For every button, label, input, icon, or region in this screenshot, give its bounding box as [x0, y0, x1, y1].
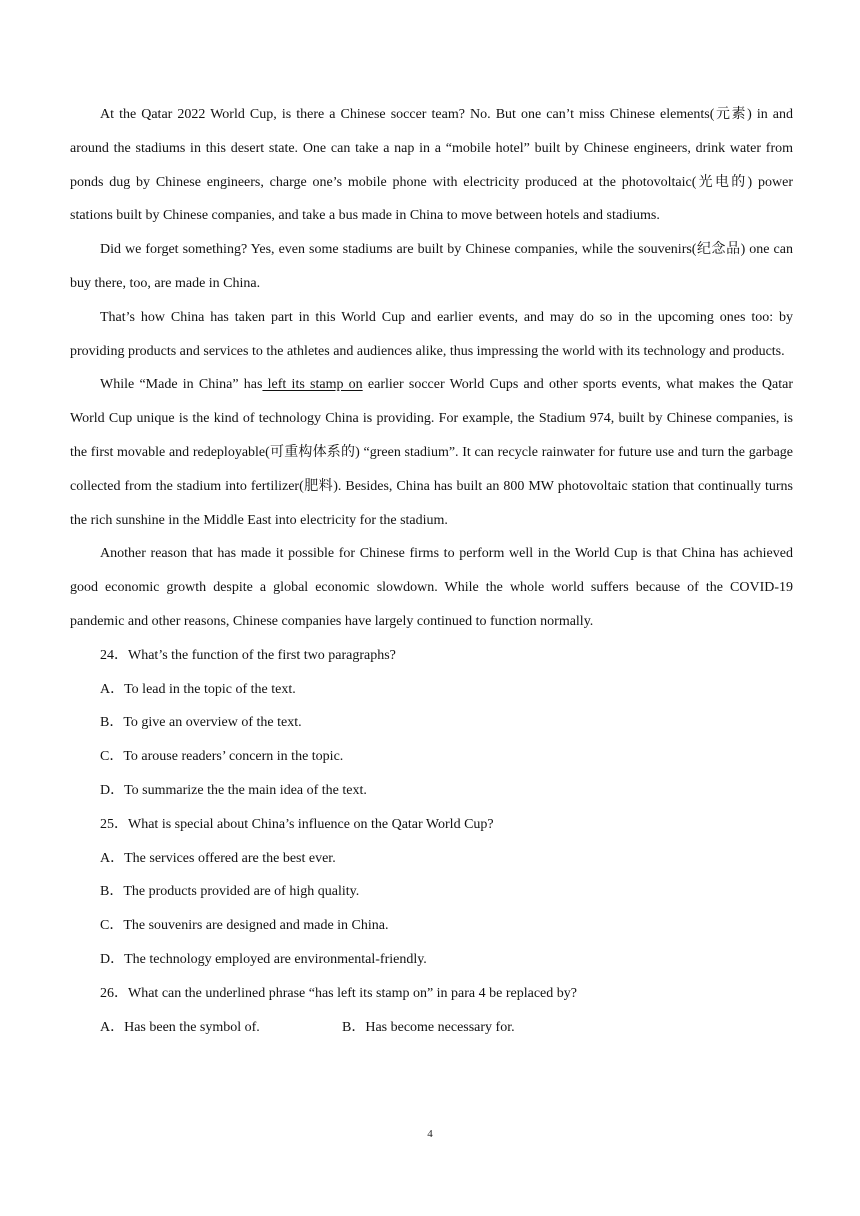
question-26-option-b: B．Has become necessary for.: [342, 1019, 515, 1035]
question-24-option-d: D．To summarize the the main idea of the text.: [100, 782, 367, 798]
question-25-stem: 25．What is special about China’s influence on the Qatar World Cup?: [100, 816, 494, 832]
question-25-option-d: D．The technology employed are environmental-friendly.: [100, 951, 427, 967]
paragraph-4-rest: earlier soccer World Cups and other sports events, what makes the Qatar World Cup unique is the kind of technology China is providing. For example, the Stadium 974, built by Chinese companies, is the first movable and redeployable(可重构体系的) “green stadium”. It can recycle rainwater for future use and turn the garbage collected from the stadium into fertilizer(肥料). Besides, China has built an 800 MW photovoltaic station that continually turns the rich sunshine in the Middle East into electricity for the stadium.: [70, 377, 793, 528]
question-26-option-a: A．Has been the symbol of.: [100, 1019, 260, 1035]
question-24-stem: 24．What’s the function of the first two paragraphs?: [100, 647, 396, 663]
passage-paragraph-5: Another reason that has made it possible for Chinese firms to perform well in the World Cup is that China has achieved good economic growth despite a global economic slowdown. While the whole world suffers because of the COVID-19 pandemic and other reasons, Chinese companies have largely continued to function normally.: [70, 546, 793, 629]
question-25-option-b: B．The products provided are of high quality.: [100, 884, 360, 900]
question-25-option-c: C．The souvenirs are designed and made in China.: [100, 918, 389, 934]
paragraph-4-start: While “Made in China” has: [100, 377, 263, 393]
question-24-option-c: C．To arouse readers’ concern in the topic.: [100, 749, 344, 765]
question-25-option-a: A．The services offered are the best ever.: [100, 850, 336, 866]
question-24-option-a: A．To lead in the topic of the text.: [100, 681, 296, 697]
page-content: [70, 98, 793, 1044]
question-26-options-row: [70, 1011, 793, 1045]
passage-paragraph-1: At the Qatar 2022 World Cup, is there a Chinese soccer team? No. But one can’t miss Chinese elements(元素) in and around the stadiums in this desert state. One can take a nap in a “mobile hotel” built by Chinese engineers, drink water from ponds dug by Chinese engineers, charge one’s mobile phone with electricity produced at the photovoltaic(光电的) power stations built by Chinese companies, and take a bus made in China to move between hotels and stadiums.: [70, 107, 793, 224]
underlined-phrase: left its stamp on: [262, 377, 363, 393]
passage-paragraph-4: [70, 368, 793, 537]
question-24-option-b: B．To give an overview of the text.: [100, 715, 302, 731]
passage-paragraph-2: Did we forget something? Yes, even some stadiums are built by Chinese companies, while the souvenirs(纪念品) one can buy there, too, are made in China.: [70, 242, 793, 291]
question-26-stem: 26．What can the underlined phrase “has left its stamp on” in para 4 be replaced by?: [100, 985, 577, 1001]
passage-paragraph-3: That’s how China has taken part in this World Cup and earlier events, and may do so in the upcoming ones too: by providing products and services to the athletes and audiences alike, thus impressing the world with its technology and products.: [70, 309, 793, 359]
page-number: 4: [427, 1128, 433, 1140]
